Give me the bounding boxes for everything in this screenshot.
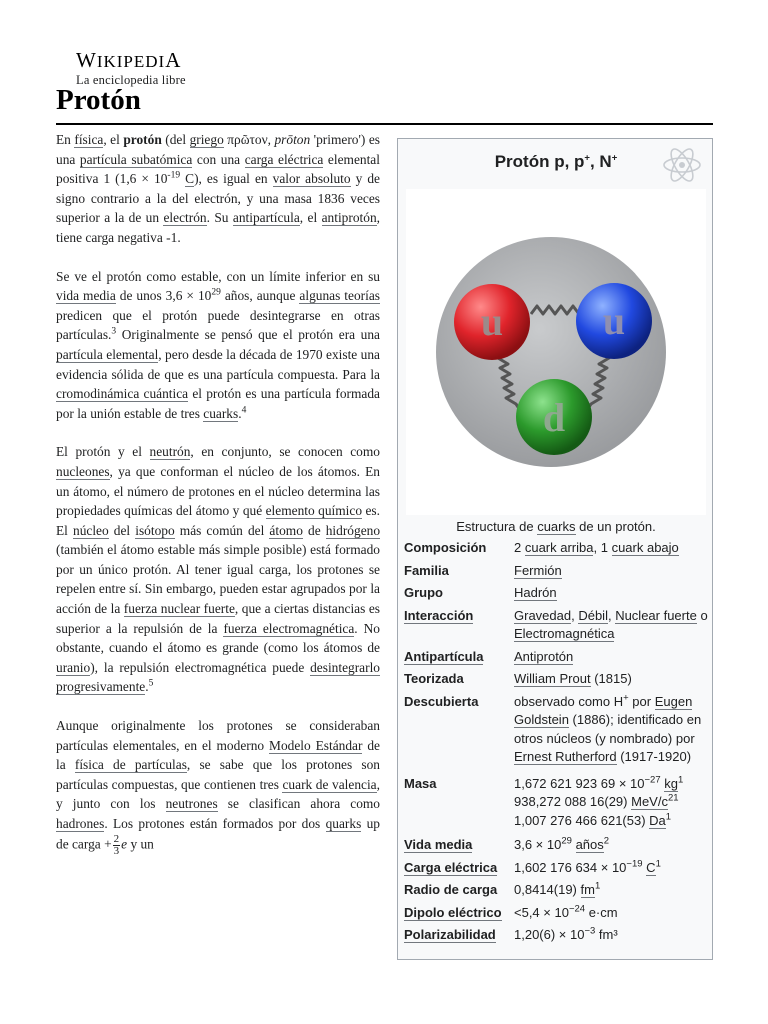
link-cuarks[interactable]: cuarks (203, 405, 239, 421)
link-particula-subatomica[interactable]: partícula subatómica (79, 151, 193, 167)
link-carga-coulomb[interactable]: C (646, 859, 656, 875)
infobox-row-antiparticula (404, 646, 710, 669)
infobox-row-grupo: Grupo Hadrón (404, 585, 557, 600)
link-fisica[interactable]: física (74, 132, 104, 147)
paragraph-standard-model: Aunque originalmente los protones se consideraban partículas elementales, en el moderno Modelo Estándar de la física de partículas, se sabe que los protones son partículas compuestas, que contienen tres cuark de valencia, y junto con los neutrones se clasifican ahora como hadrones. Los protones están formados por dos quarks up de carga + $\frac{2}{3}$ e y un (56, 718, 381, 857)
link-fuerza-nuclear-fuerte[interactable]: fuerza nuclear fuerte (123, 601, 235, 617)
paragraph-intro: En física, el protón (del griego πρῶτον, prōton 'primero') es una partícula subatómica con una carga eléctrica elemental positiva 1 ($1,6 \times 10^{-19}$ C), es igual en valor absoluto y de signo contrario a la del electrón, y una masa 1836 veces superior a la de un electrón. Su antipartícula, el antiprotón, tiene carga negativa -1. (56, 132, 380, 245)
link-vida-media[interactable]: vida media (56, 288, 116, 304)
page-title: Protón (56, 84, 141, 116)
paragraph-nucleons: El protón y el neutrón, en conjunto, se conocen como nucleones, ya que conforman el núcleo de los átomos. En un átomo, el número de protones en el núcleo determina las propiedades químicas del átomo y qué elemento químico es. El núcleo del isótopo más común del átomo de hidrógeno (también el átomo estable más simple posible) está formado por un único protón. Al tener igual carga, los protones se repelen entre sí. Sin embargo, pueden estar agrupados por la acción de la fuerza nuclear fuerte, que a ciertas distancias es superior a la repulsión de la fuerza electromagnética. No obstante, cuando el átomo es grande (como los átomos de uranio), la repulsión electromagnética puede desintegrarlo progresivamente.$^5$ (56, 444, 381, 695)
link-fuerza-electromagnetica[interactable]: fuerza electromagnética (223, 620, 355, 636)
link-cuark-arriba[interactable]: cuark arriba (524, 540, 594, 555)
link-algunas-teorias[interactable]: algunas teorías (299, 288, 380, 304)
reference-masa-da[interactable]: 1 (665, 811, 672, 823)
link-griego[interactable]: griego (189, 132, 224, 147)
reference-masa-mev[interactable]: 21 (667, 792, 679, 804)
infobox-row-dipolo-electrico: Dipolo eléctrico $<5,4 \times 10^{-24}$ e·cm (404, 902, 710, 925)
link-caption-cuarks[interactable]: cuarks (537, 519, 576, 534)
link-hidrogeno[interactable]: hidrógeno (325, 522, 381, 538)
reference-carga[interactable]: 1 (655, 858, 661, 870)
link-neutron[interactable]: neutrón (149, 444, 191, 460)
link-gravedad[interactable]: Gravedad (514, 607, 572, 623)
link-cuark-de-valencia[interactable]: cuark de valencia (282, 776, 377, 792)
link-nucleo[interactable]: núcleo (73, 522, 109, 538)
up-quark-left-label: u (480, 299, 504, 344)
link-kg[interactable]: kg (664, 775, 678, 791)
infobox-row-interaccion: Interacción Gravedad, Débil, Nuclear fuerte o Electromagnética (404, 605, 710, 646)
title-divider (56, 123, 713, 125)
link-fermion[interactable]: Fermión (514, 562, 562, 578)
up-quark-right-label: u (602, 298, 626, 343)
infobox-properties (404, 537, 710, 947)
infobox-row-radio-de-carga: Radio de carga 0,8414(19) $fm^1$ (404, 880, 601, 897)
link-uranio[interactable]: uranio (56, 659, 91, 675)
link-isotopo[interactable]: isótopo (135, 522, 175, 538)
link-coulomb[interactable]: C (185, 171, 195, 187)
link-nucleones[interactable]: nucleones (56, 463, 110, 479)
infobox-row-teorizada: Teorizada William Prout (1815) (404, 671, 632, 686)
link-antiparticula[interactable]: antipartícula (232, 210, 300, 226)
reference-vida-media[interactable]: 2 (603, 835, 610, 847)
infobox-row-polarizabilidad: Polarizabilidad $1,20(6) \times 10^{-3}$ fm³ (404, 924, 710, 947)
atom-icon (660, 143, 704, 190)
reference-3[interactable]: 3 (111, 326, 117, 337)
link-antiproton[interactable]: antiprotón (321, 210, 377, 226)
infobox-row-composicion: Composición 2 cuark arriba, 1 cuark abajo (404, 540, 679, 555)
link-nuclear-fuerte[interactable]: Nuclear fuerte (615, 607, 697, 623)
paragraph-stability: Se ve el protón como estable, con un límite inferior en su vida media de unos $3,6 \times 10^{29}$ años, aunque algunas teorías predicen que el protón puede desintegrarse en otras partículas.$^3$ Originalmente se pensó que el protón era una partícula elemental, pero desde la década de 1970 existe una evidencia sólida de que es una partícula compuesta. Para la cromodinámica cuántica el protón es una partícula formada por la unión estable de tres cuarks.$^4$ (56, 268, 380, 421)
link-interaccion-label[interactable]: Interacción (404, 607, 474, 623)
link-cuark-abajo[interactable]: cuark abajo (611, 540, 679, 555)
link-dalton[interactable]: Da (649, 812, 666, 828)
link-modelo-estandar[interactable]: Modelo Estándar (269, 737, 363, 753)
link-carga-electrica[interactable]: carga eléctrica (244, 151, 324, 167)
down-quark-label: d (542, 395, 566, 440)
link-dipolo-electrico-label[interactable]: Dipolo eléctrico (404, 904, 502, 920)
link-atomo[interactable]: átomo (269, 522, 303, 538)
link-polarizabilidad-label[interactable]: Polarizabilidad (404, 927, 496, 942)
link-hadrones[interactable]: hadrones (56, 816, 105, 831)
proton-quark-diagram[interactable] (406, 189, 706, 515)
link-particula-elemental[interactable]: partícula elemental (56, 346, 159, 362)
reference-4[interactable]: 4 (241, 405, 247, 416)
wikipedia-tagline: La enciclopedia libre (76, 73, 186, 87)
link-femtometro[interactable]: fm (580, 882, 595, 897)
reference-radio[interactable]: 1 (594, 880, 601, 892)
link-quarks[interactable]: quarks (325, 816, 362, 831)
infobox-row-vida-media: Vida media $3,6 \times 10^{29}$ años$^2$ (404, 832, 710, 857)
infobox-caption: Estructura de cuarks de un protón. (456, 519, 656, 534)
link-debil[interactable]: Débil (578, 607, 608, 623)
link-carga-electrica-label[interactable]: Carga eléctrica (404, 859, 498, 875)
link-antiparticula-label[interactable]: Antipartícula (404, 648, 484, 664)
link-fisica-de-particulas[interactable]: física de partículas (74, 757, 187, 773)
link-ernest-rutherford[interactable]: Ernest Rutherford (514, 749, 617, 764)
link-electron[interactable]: electrón (163, 210, 207, 226)
link-neutrones[interactable]: neutrones (165, 796, 218, 812)
link-vida-media-label[interactable]: Vida media (404, 837, 473, 852)
infobox (397, 138, 713, 960)
infobox-row-descubierta: Descubierta observado como H+ por Eugen Goldstein (1886); identificado en otros núcleos (y nombrado) por Ernest Rutherford (1917-1920) (404, 692, 702, 764)
infobox-row-masa: Masa 1,672 621 923 $69 \times 10^{-27}$ $kg^1$ 938,272 088 16(29) MeV/$c^{21}$ 1,007 276 466 621(53) Da$^1$ (404, 774, 684, 828)
link-infobox-antiproton[interactable]: Antiprotón (514, 648, 574, 664)
link-elemento-quimico[interactable]: elemento químico (265, 503, 363, 519)
infobox-row-carga-electrica: Carga eléctrica 1,602 176 $634 \times 10^{-19}$ $C^1$ (404, 857, 710, 880)
link-valor-absoluto[interactable]: valor absoluto (272, 171, 351, 187)
link-desintegrarlo-progresivamente[interactable]: desintegrarlo progresivamente (56, 659, 380, 695)
link-mev[interactable]: MeV/c (631, 794, 668, 809)
infobox-title: Protón p, p+, N+ (494, 152, 618, 171)
link-eugen-goldstein[interactable]: Eugen Goldstein (514, 693, 693, 727)
link-electromagnetica[interactable]: Electromagnética (514, 626, 615, 641)
link-cromodinamica-cuantica[interactable]: cromodinámica cuántica (56, 386, 189, 402)
infobox-row-familia: Familia Fermión (404, 562, 562, 578)
link-anos[interactable]: años (575, 837, 604, 852)
fraction-two-thirds: $\frac{2}{3}$ (113, 832, 120, 857)
article-body (56, 128, 380, 876)
wikipedia-logo[interactable] (76, 49, 186, 88)
reference-5[interactable]: 5 (148, 678, 154, 689)
wikipedia-wordmark: WIKIPEDIA (76, 48, 182, 72)
reference-masa-kg[interactable]: 1 (677, 774, 684, 786)
link-hadron[interactable]: Hadrón (514, 585, 557, 600)
link-william-prout[interactable]: William Prout (514, 671, 591, 686)
